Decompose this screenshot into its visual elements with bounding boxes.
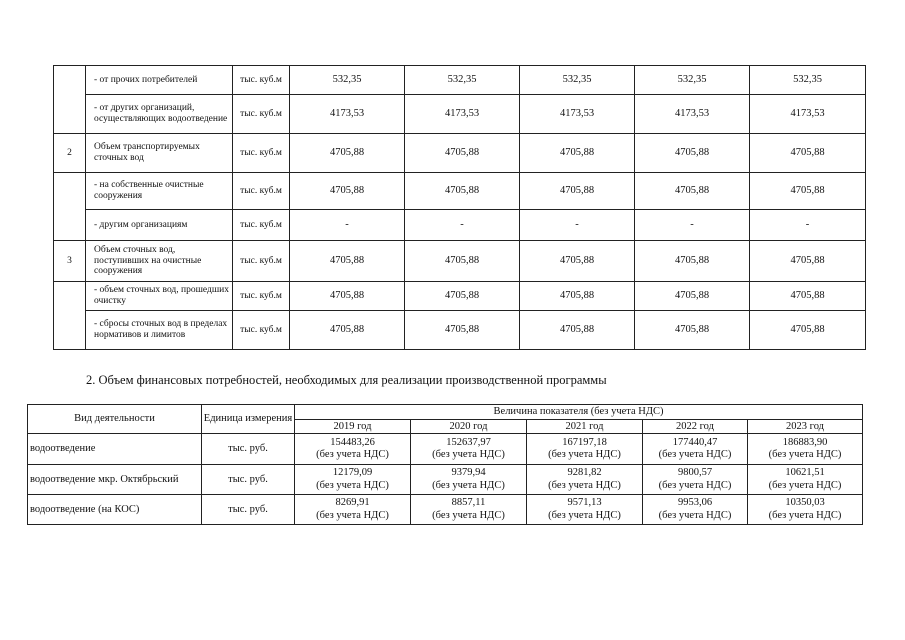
- value-cell: [411, 465, 527, 495]
- value: 9953,06: [677, 497, 713, 509]
- row-name: - сбросы сточных вод в пределах нормативов и лимитов: [86, 311, 233, 350]
- table-row: [54, 66, 866, 95]
- value-cell: 4173,53: [520, 95, 635, 134]
- value-note: (без учета НДС): [768, 509, 842, 521]
- value-cell: [527, 495, 643, 525]
- value: 186883,90: [782, 436, 828, 448]
- row-unit: тыс. куб.м: [233, 241, 290, 282]
- value-cell: 4705,88: [635, 173, 750, 210]
- value-note: (без учета НДС): [658, 479, 732, 491]
- value-cell: 4173,53: [290, 95, 405, 134]
- value-cell: 4705,88: [750, 311, 866, 350]
- value-note: (без учета НДС): [316, 449, 389, 460]
- row-name: водоотведение мкр. Октябрьский: [28, 465, 202, 495]
- row-unit: тыс. куб.м: [233, 173, 290, 210]
- value-cell: [643, 465, 748, 495]
- financial-needs-table: [27, 404, 863, 525]
- row-unit: тыс. куб.м: [233, 210, 290, 241]
- value-cell: [411, 495, 527, 525]
- row-unit: тыс. куб.м: [233, 311, 290, 350]
- table-row: [54, 241, 866, 282]
- header-year: 2022 год: [643, 420, 748, 434]
- value-note: (без учета НДС): [658, 449, 732, 460]
- value: 167197,18: [562, 436, 607, 448]
- value-cell: 4705,88: [750, 134, 866, 173]
- value-note: (без учета НДС): [316, 479, 389, 491]
- header-row: [28, 405, 863, 420]
- value-cell: 4705,88: [635, 241, 750, 282]
- value: 9800,57: [677, 467, 713, 479]
- row-number: 2: [54, 134, 86, 173]
- value-cell: 4705,88: [290, 311, 405, 350]
- value-cell: 4705,88: [520, 282, 635, 311]
- value: 10621,51: [785, 467, 825, 479]
- row-name: - на собственные очистные сооружения: [86, 173, 233, 210]
- value-cell: [295, 465, 411, 495]
- value-cell: [527, 434, 643, 465]
- value-cell: 4705,88: [405, 134, 520, 173]
- row-number: [54, 173, 86, 241]
- value-note: (без учета НДС): [432, 449, 505, 460]
- row-number: [54, 66, 86, 134]
- value-cell: 4705,88: [635, 282, 750, 311]
- value: 177440,47: [672, 436, 718, 448]
- header-activity: Вид деятельности: [28, 405, 202, 434]
- table-row: [54, 282, 866, 311]
- row-unit: тыс. куб.м: [233, 95, 290, 134]
- value: 9281,82: [567, 467, 602, 479]
- row-unit: тыс. куб.м: [233, 66, 290, 95]
- value-note: (без учета НДС): [548, 449, 621, 460]
- table-row: [28, 465, 863, 495]
- value-cell: 4705,88: [290, 282, 405, 311]
- table-row: [54, 134, 866, 173]
- value-note: (без учета НДС): [768, 449, 842, 460]
- value-cell: -: [750, 210, 866, 241]
- row-name: водоотведение: [28, 434, 202, 465]
- value-cell: [643, 434, 748, 465]
- value-cell: -: [635, 210, 750, 241]
- value-cell: [295, 434, 411, 465]
- table-row: [28, 434, 863, 465]
- table-row: [54, 210, 866, 241]
- value-note: (без учета НДС): [658, 509, 732, 521]
- header-year: 2021 год: [527, 420, 643, 434]
- value-cell: 4705,88: [635, 134, 750, 173]
- value-cell: [295, 495, 411, 525]
- table-row: [28, 495, 863, 525]
- header-year: 2019 год: [295, 420, 411, 434]
- table-row: [54, 173, 866, 210]
- value-cell: 532,35: [290, 66, 405, 95]
- row-number: [54, 282, 86, 350]
- value: 8857,11: [451, 497, 486, 509]
- value-cell: 4705,88: [750, 282, 866, 311]
- value: 8269,91: [335, 497, 370, 509]
- row-name: - от прочих потребителей: [86, 66, 233, 95]
- value: 152637,97: [446, 436, 491, 448]
- value-cell: 4173,53: [635, 95, 750, 134]
- value-cell: [748, 465, 863, 495]
- production-volume-table: [53, 65, 866, 350]
- value-cell: 4705,88: [405, 173, 520, 210]
- row-unit: тыс. руб.: [202, 465, 295, 495]
- value-cell: 532,35: [405, 66, 520, 95]
- table-row: [54, 95, 866, 134]
- value-note: (без учета НДС): [432, 509, 505, 521]
- value-note: (без учета НДС): [548, 509, 621, 521]
- value-cell: 4705,88: [520, 173, 635, 210]
- value-cell: -: [520, 210, 635, 241]
- value-cell: 4705,88: [750, 241, 866, 282]
- value-cell: 4705,88: [290, 173, 405, 210]
- row-unit: тыс. руб.: [202, 434, 295, 465]
- header-unit: Единица измерения: [202, 405, 295, 434]
- value-cell: [748, 434, 863, 465]
- value-note: (без учета НДС): [768, 479, 842, 491]
- row-unit: тыс. руб.: [202, 495, 295, 525]
- row-number: 3: [54, 241, 86, 282]
- value-note: (без учета НДС): [548, 479, 621, 491]
- value: 154483,26: [330, 436, 375, 448]
- value-note: (без учета НДС): [432, 479, 505, 491]
- value-cell: 4173,53: [750, 95, 866, 134]
- row-unit: тыс. куб.м: [233, 282, 290, 311]
- row-name: - от других организаций, осуществляющих водоотведение: [86, 95, 233, 134]
- value-cell: 4705,88: [290, 134, 405, 173]
- value-cell: 4705,88: [750, 173, 866, 210]
- value-cell: 4705,88: [290, 241, 405, 282]
- row-name: водоотведение (на КОС): [28, 495, 202, 525]
- value-cell: [411, 434, 527, 465]
- row-name: - другим организациям: [86, 210, 233, 241]
- value-cell: 4705,88: [520, 241, 635, 282]
- row-name: - объем сточных вод, прошедших очистку: [86, 282, 233, 311]
- header-value-group: Величина показателя (без учета НДС): [295, 405, 863, 420]
- row-name: Объем сточных вод, поступивших на очистные сооружения: [86, 241, 233, 282]
- value-cell: 4705,88: [635, 311, 750, 350]
- header-year: 2020 год: [411, 420, 527, 434]
- row-name: Объем транспортируемых сточных вод: [86, 134, 233, 173]
- row-unit: тыс. куб.м: [233, 134, 290, 173]
- value-cell: 4705,88: [520, 134, 635, 173]
- value-cell: 4705,88: [405, 311, 520, 350]
- table-row: [54, 311, 866, 350]
- value-cell: -: [290, 210, 405, 241]
- value: 9571,13: [567, 497, 602, 509]
- value-cell: 532,35: [635, 66, 750, 95]
- header-year: 2023 год: [748, 420, 863, 434]
- value: 12179,09: [332, 467, 373, 479]
- value-cell: 532,35: [750, 66, 866, 95]
- value-cell: [527, 465, 643, 495]
- value: 9379,94: [451, 467, 486, 479]
- value: 10350,03: [785, 497, 825, 509]
- value-cell: 4705,88: [520, 311, 635, 350]
- value-cell: [748, 495, 863, 525]
- section-heading: 2. Объем финансовых потребностей, необходимых для реализации производственной программы: [86, 373, 607, 387]
- value-cell: 532,35: [520, 66, 635, 95]
- value-cell: -: [405, 210, 520, 241]
- value-note: (без учета НДС): [316, 509, 389, 521]
- value-cell: 4173,53: [405, 95, 520, 134]
- value-cell: 4705,88: [405, 241, 520, 282]
- value-cell: 4705,88: [405, 282, 520, 311]
- value-cell: [643, 495, 748, 525]
